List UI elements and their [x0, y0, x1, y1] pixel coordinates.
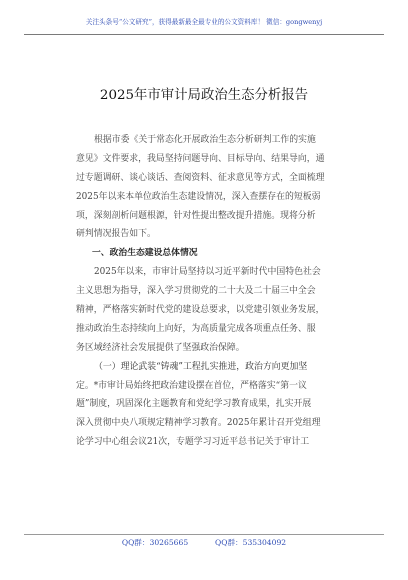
- footer-contact: [0, 537, 408, 549]
- document-title: 2025年市审计局政治生态分析报告: [99, 88, 309, 103]
- paragraph-line: 意见》文件要求，我局坚持问题导向、目标导向、结果导向，通: [76, 153, 325, 164]
- paragraph-line: 根据市委《关于常态化开展政治生态分析研判工作的实施: [94, 135, 316, 145]
- paragraph-line: 定。*市审计局始终把政治建设摆在首位，严格落实“第一议: [76, 380, 307, 391]
- paragraph-line: 过专题调研、谈心谈话、查阅资料、征求意见等方式，全面梳理: [76, 172, 325, 183]
- qq-group-2: QQ群：535304092: [215, 538, 287, 547]
- paragraph-line: 深入贯彻中央八项规定精神学习教育。2025年累计召开党组理: [76, 418, 321, 429]
- paragraph-line: 题”制度，巩固深化主题教育和党纪学习教育成果，扎实开展: [76, 399, 312, 410]
- paragraph-line: 推动政治生态持续向上向好，为高质量完成各项重点任务、服: [76, 323, 316, 334]
- document-body: [76, 131, 344, 452]
- paragraph-line: 务区域经济社会发展提供了坚强政治保障。: [76, 342, 245, 353]
- paragraph-line: 论学习中心组会议21次，专题学习习近平总书记关于审计工: [76, 437, 310, 448]
- paragraph-line: 项，深刻剖析问题根源，针对性提出整改提升措施。现将分析: [76, 210, 316, 221]
- paragraph-line: 2025年以来本单位政治生态建设情况，深入查摆存在的短板弱: [76, 191, 321, 202]
- paragraph-line: 精神，严格落实新时代党的建设总要求，以党建引领业务发展，: [76, 305, 325, 316]
- subsection-heading-line: （一）理论武装“铸魂”工程扎实推进，政治方向更加坚: [94, 361, 308, 372]
- footer-divider: [24, 534, 384, 535]
- paragraph-line: 2025年以来，市审计局坚持以习近平新时代中国特色社会: [94, 267, 321, 278]
- header-banner: 关注头条号“公文研究”，获得最新最全最专业的公文资料库！ 微信：gongwenyj: [85, 18, 323, 26]
- header-divider: [24, 34, 384, 35]
- paragraph-line: 研判情况报告如下。: [76, 229, 156, 240]
- qq-group-1: QQ群：30265665: [121, 538, 189, 547]
- paragraph-line: 主义思想为指导，深入学习贯彻党的二十大及二十届三中全会: [76, 286, 316, 297]
- section-heading: 一、政治生态建设总体情况: [92, 248, 198, 259]
